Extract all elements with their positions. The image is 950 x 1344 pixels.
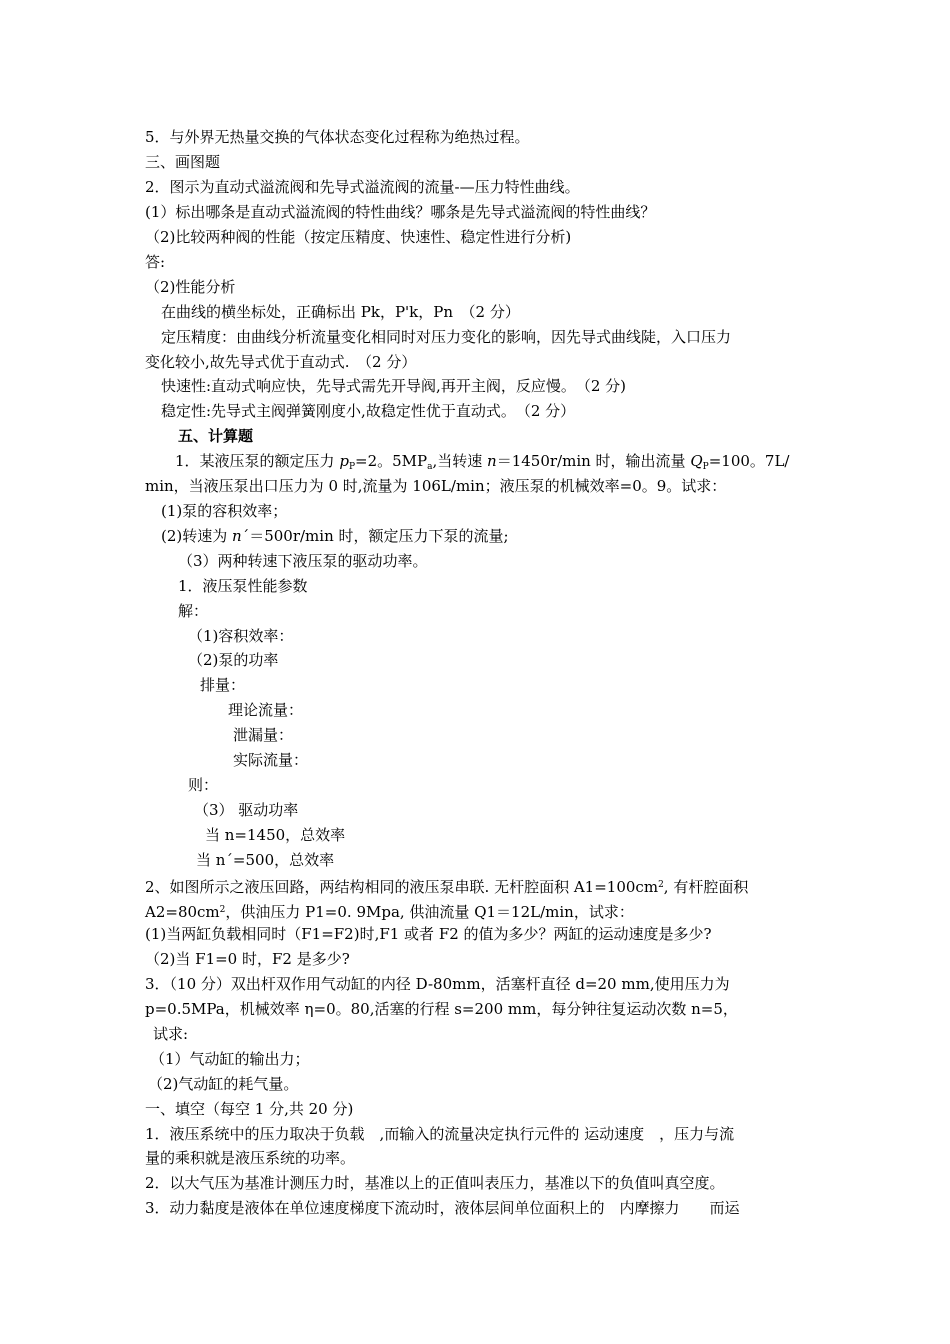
- text-run: 2、如图所示之液压回路，两结构相同的液压泵串联. 无杆腔面积 A1=100cm: [145, 878, 659, 896]
- text-line: （2)比较两种阀的性能（按定压精度、快速性、稳定性进行分析): [145, 228, 572, 246]
- text-line: [161, 524, 509, 548]
- text-line: （2)性能分析: [145, 278, 236, 296]
- text-line: （3）两种转速下液压泵的驱动功率。: [178, 552, 428, 570]
- subscript: P: [348, 462, 355, 472]
- text-line: 变化较小,故先导式优于直动式. （2 分）: [145, 353, 417, 371]
- text-line: （2)泵的功率: [188, 651, 279, 669]
- text-run: , 有杆腔面积: [663, 878, 749, 896]
- text-line: 则：: [188, 776, 219, 794]
- text-line: (1)泵的容积效率；: [161, 502, 288, 520]
- symbol: n: [487, 452, 497, 470]
- subscript: a: [427, 462, 433, 472]
- text-line: 排量：: [200, 676, 246, 694]
- text-line: 3．动力黏度是液体在单位速度梯度下流动时，液体层间单位面积上的 内摩擦力 而运: [145, 1199, 740, 1217]
- symbol: p: [339, 452, 349, 470]
- text-line: 解：: [178, 602, 209, 620]
- text-line: （1）气动缸的输出力；: [150, 1050, 310, 1068]
- text-line: 稳定性:先导式主阀弹簧刚度小,故稳定性优于直动式。 （2 分）: [161, 402, 576, 420]
- text-line: [145, 873, 748, 899]
- section-heading: 一、填空（每空 1 分,共 20 分): [145, 1100, 354, 1118]
- text-line: 量的乘积就是液压系统的功率。: [145, 1149, 356, 1167]
- text-line: 5．与外界无热量交换的气体状态变化过程称为绝热过程。: [145, 128, 530, 146]
- text-line: 2．图示为直动式溢流阀和先导式溢流阀的流量-—压力特性曲线。: [145, 178, 580, 196]
- text-line: 当 n=1450，总效率: [205, 826, 346, 844]
- symbol: Q: [690, 452, 703, 470]
- text-line: 答:: [145, 253, 166, 271]
- subscript: P: [702, 462, 709, 472]
- text-line: （2)当 F1=0 时，F2 是多少?: [145, 950, 350, 968]
- text-line: 试求:: [153, 1025, 189, 1043]
- text-line: 2．以大气压为基准计测压力时，基准以上的正值叫表压力，基准以下的负值叫真空度。: [145, 1174, 725, 1192]
- text-line: 快速性:直动式响应快，先导式需先开导阀,再开主阀，反应慢。 （2 分): [161, 377, 626, 395]
- text-line: 泄漏量：: [233, 726, 294, 744]
- text-run: =100。7L/: [708, 452, 790, 470]
- text-line: 理论流量：: [228, 701, 304, 719]
- text-line: （3） 驱动功率: [194, 801, 299, 819]
- text-line: (1)当两缸负载相同时（F1=F2)时,F1 或者 F2 的值为多少？两缸的运动速度是多少?: [145, 925, 712, 943]
- superscript: 2: [658, 880, 664, 890]
- text-line: 1．液压泵性能参数: [178, 577, 308, 595]
- superscript: 2: [219, 905, 226, 915]
- text-line: 3．（10 分）双出杆双作用气动缸的内径 D-80mm，活塞杆直径 d=20 mm,使用压力为: [145, 975, 730, 993]
- text-line: p=0.5MPa，机械效率 η=0。80,活塞的行程 s=200 mm，每分钟往复运动次数 n=5，: [145, 1000, 738, 1018]
- text-run: ，供油压力 P1=0. 9Mpa, 供油流量 Q1＝12L/min，试求：: [225, 903, 634, 921]
- text-line: 实际流量：: [233, 751, 309, 769]
- section-heading: 三、画图题: [145, 153, 221, 171]
- text-run: (2)转速为: [161, 527, 233, 545]
- text-run: ,当转速: [432, 452, 488, 470]
- text-line: （2)气动缸的耗气量。: [148, 1075, 299, 1093]
- text-run: 1．某液压泵的额定压力: [175, 452, 340, 470]
- text-run: ´＝500r/min 时，额定压力下泵的流量;: [241, 527, 509, 545]
- text-run: ＝1450r/min 时，输出流量: [496, 452, 691, 470]
- text-run: A2=80cm: [145, 903, 220, 921]
- symbol: n: [232, 527, 242, 545]
- section-heading: 五、计算题: [178, 427, 254, 445]
- text-line: 当 n´=500，总效率: [196, 851, 335, 869]
- text-line: 1．液压系统中的压力取决于负载 ,而输入的流量决定执行元件的 运动速度 ，压力与流: [145, 1125, 735, 1143]
- text-line: 在曲线的横坐标处，正确标出 Pk，P'k，Pn （2 分）: [161, 303, 520, 321]
- text-line: min，当液压泵出口压力为 0 时,流量为 106L/min；液压泵的机械效率=0。9。试求：: [145, 477, 727, 495]
- text-line: (1）标出哪条是直动式溢流阀的特性曲线？哪条是先导式溢流阀的特性曲线？: [145, 203, 656, 221]
- text-line: （1)容积效率：: [188, 627, 294, 645]
- text-line: [145, 898, 634, 924]
- text-line: 定压精度：由曲线分析流量变化相同时对压力变化的影响，因先导式曲线陡，入口压力: [161, 328, 732, 346]
- text-run: =2。5MP: [355, 452, 428, 470]
